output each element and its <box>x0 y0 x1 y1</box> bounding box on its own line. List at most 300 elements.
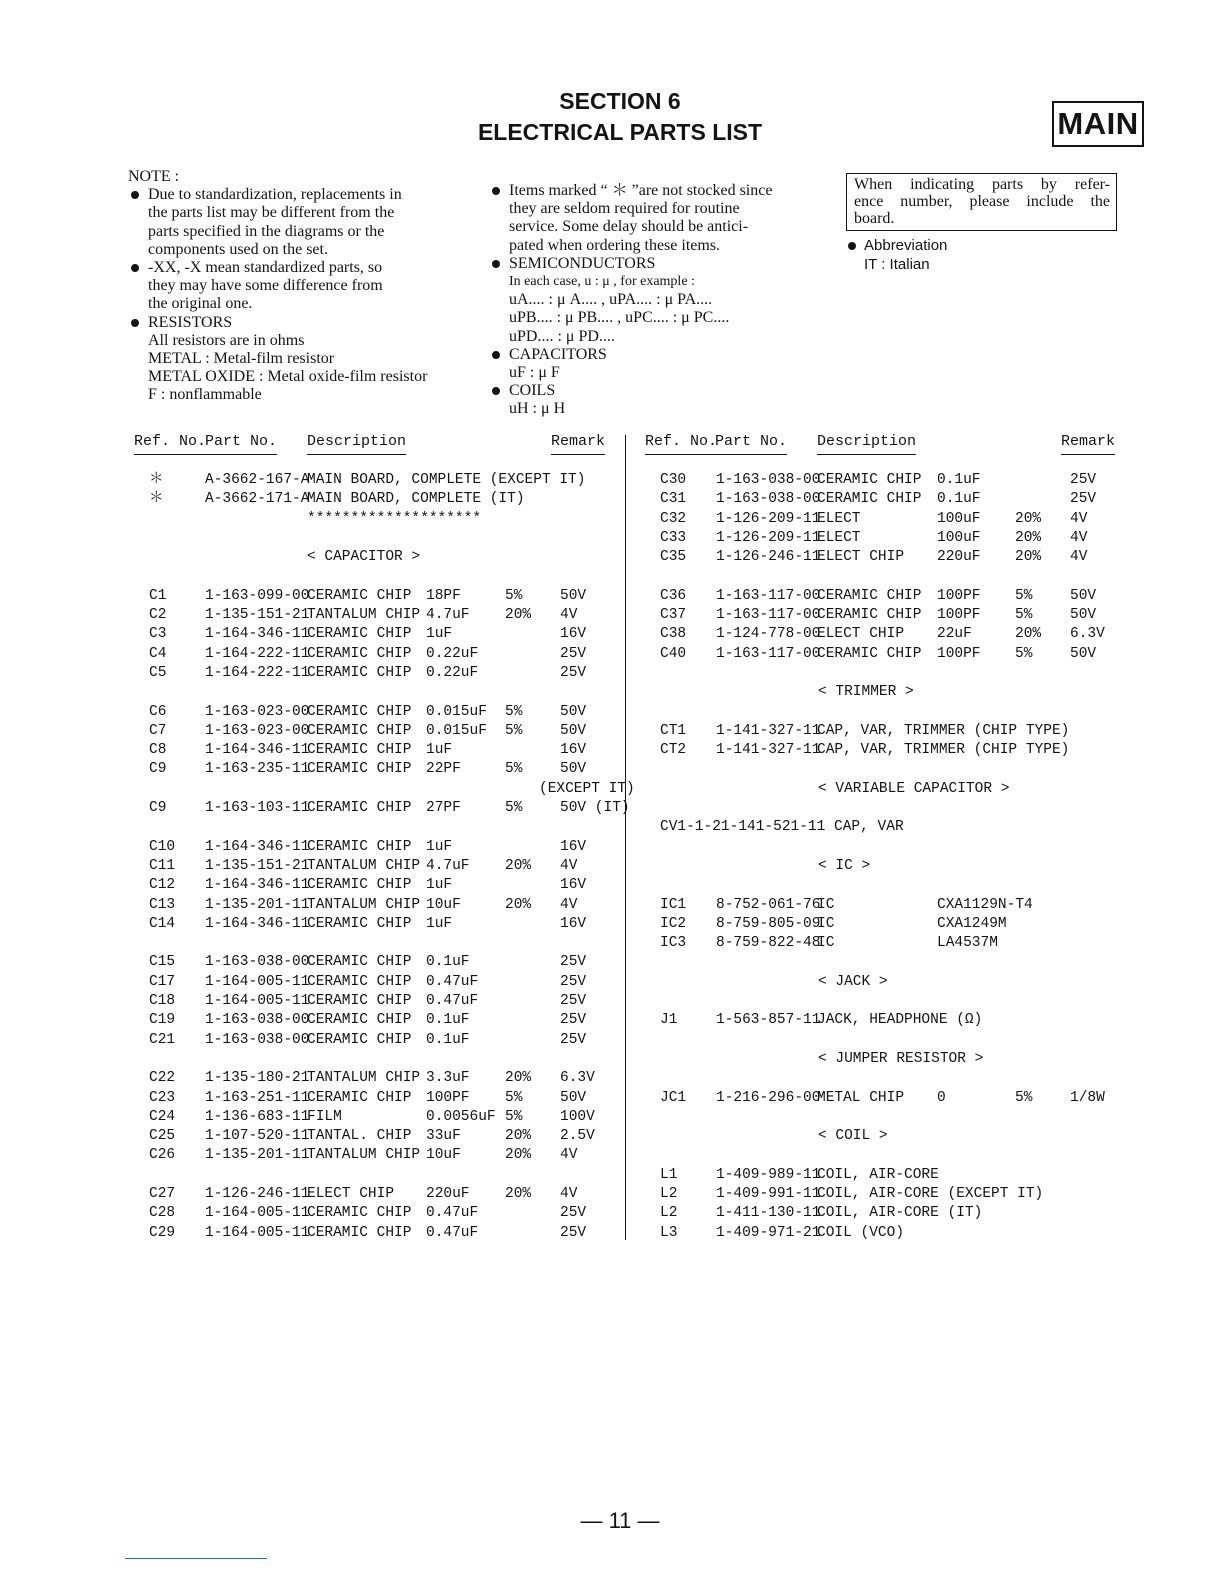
parts-row <box>134 1185 624 1204</box>
parts-row <box>645 529 1115 548</box>
parts-row <box>645 1011 1115 1030</box>
section-heading-text: < IC > <box>818 857 871 874</box>
ref-no-cell: C18 <box>149 993 176 1010</box>
spacer-row <box>645 838 1115 857</box>
parts-row <box>645 471 1115 490</box>
part-no-cell: 1-164-005-11 <box>205 1224 310 1241</box>
tolerance-cell: 5% <box>1015 645 1033 662</box>
value-cell: 4.7uF <box>426 607 470 624</box>
tolerance-cell: 5% <box>505 761 523 778</box>
part-no-cell: 1-411-130-11 <box>716 1205 821 1222</box>
rating-cell: 2.5V <box>560 1128 595 1145</box>
parts-row <box>134 896 624 915</box>
description-cell: ELECT CHIP <box>307 1185 395 1202</box>
rating-cell: 25V <box>1070 472 1097 488</box>
part-no-cell: 1-163-235-11 <box>205 761 310 778</box>
ref-no-cell: C3 <box>149 626 167 643</box>
spacer-row <box>134 818 624 837</box>
notes-column-2 <box>489 182 801 419</box>
note-line: they are seldom required for routine <box>509 200 740 218</box>
value-cell: 0.1uF <box>937 472 981 488</box>
tolerance-cell: 5% <box>505 722 523 739</box>
parts-row <box>645 1185 1115 1204</box>
parts-row <box>134 471 624 490</box>
value-cell: 10uF <box>426 896 461 913</box>
value-cell: 0.1uF <box>426 954 470 971</box>
parts-row <box>134 838 624 857</box>
value-cell: CXA1249M <box>937 915 1007 932</box>
part-no-cell: 8-752-061-76 <box>716 896 821 913</box>
ref-no-cell: IC2 <box>660 915 687 932</box>
rating-cell: 50V <box>560 587 587 604</box>
part-no-cell: 1-164-005-11 <box>205 993 310 1010</box>
header-ref-no: Ref. No. <box>645 432 717 455</box>
value-cell: 0.22uF <box>426 645 479 662</box>
parts-row <box>134 606 624 625</box>
value-cell: 1uF <box>426 742 453 759</box>
section-heading <box>645 857 1115 876</box>
value-cell: 4.7uF <box>426 857 470 874</box>
parts-row <box>645 587 1115 606</box>
note-bullet: COILS <box>489 382 801 400</box>
description-cell: ELECT CHIP <box>817 626 905 643</box>
description-cell: COIL, AIR-CORE <box>817 1166 939 1183</box>
description-cell: CERAMIC CHIP <box>307 838 412 855</box>
note-line: F : nonflammable <box>148 386 262 404</box>
section-heading <box>645 683 1115 702</box>
parts-row <box>134 1146 624 1165</box>
ref-no-cell: C15 <box>149 954 176 971</box>
header-ref-no: Ref. No. <box>134 432 206 455</box>
description-cell: CERAMIC CHIP <box>307 993 412 1010</box>
spacer-row <box>645 703 1115 722</box>
header-remark: Remark <box>1061 432 1115 455</box>
value-cell: CXA1129N-T4 <box>937 896 1033 913</box>
section-heading <box>645 780 1115 799</box>
tolerance-cell: 20% <box>1015 549 1042 566</box>
ref-no-cell: C19 <box>149 1012 176 1029</box>
rating-cell: 4V <box>560 1185 578 1202</box>
value-cell: 220uF <box>426 1185 470 1202</box>
parts-row <box>645 548 1115 567</box>
spacer-row <box>645 664 1115 683</box>
description-cell: METAL CHIP <box>817 1089 905 1106</box>
part-no-cell: 1-563-857-11 <box>716 1012 821 1029</box>
spacer-row <box>645 1031 1115 1050</box>
tolerance-cell: 20% <box>505 1147 532 1164</box>
part-no-cell: 1-164-346-11 <box>205 626 310 643</box>
value-cell: 100uF <box>937 510 981 527</box>
parts-row <box>134 664 624 683</box>
description-cell: CAP, VAR, TRIMMER (CHIP TYPE) <box>817 722 1070 739</box>
ref-no-cell: C17 <box>149 973 176 990</box>
ref-no-cell: C36 <box>660 587 687 604</box>
ref-no-cell: C13 <box>149 896 176 913</box>
box-line: board. <box>854 210 895 227</box>
parts-row <box>134 703 624 722</box>
value-cell: 1uF <box>426 915 453 932</box>
description-cell: CERAMIC CHIP <box>307 1012 412 1029</box>
tolerance-cell: 5% <box>505 1089 523 1106</box>
value-cell: 0.1uF <box>426 1012 470 1029</box>
value-cell: 0.47uF <box>426 973 479 990</box>
rating-cell: 16V <box>560 742 587 759</box>
ref-no-cell: L2 <box>660 1205 678 1222</box>
parts-row <box>134 1224 624 1243</box>
part-no-cell: 8-759-805-09 <box>716 915 821 932</box>
ref-no-cell: C32 <box>660 510 687 527</box>
right-parts-list <box>645 471 1115 1243</box>
parts-row <box>134 510 624 529</box>
ref-no-cell: C21 <box>149 1031 176 1048</box>
abbreviation-note <box>846 236 1096 274</box>
parts-row <box>134 1089 624 1108</box>
part-no-cell: 1-135-151-21 <box>205 857 310 874</box>
parts-row <box>134 645 624 664</box>
description-cell: CERAMIC CHIP <box>307 973 412 990</box>
part-no-cell: 1-135-201-11 <box>205 1147 310 1164</box>
value-cell: 0.47uF <box>426 1205 479 1222</box>
parts-row <box>645 818 1115 837</box>
description-cell: ELECT <box>817 529 861 546</box>
section-heading <box>134 548 624 567</box>
section-heading-text: < CAPACITOR > <box>307 549 421 566</box>
note-line: uPD.... : μ PD.... <box>509 327 615 345</box>
parts-row <box>134 1204 624 1223</box>
note-line: components used on the set. <box>148 240 328 258</box>
value-cell: 0.0056uF <box>426 1108 496 1125</box>
spacer-row <box>134 683 624 702</box>
section-heading <box>645 1050 1115 1069</box>
part-no-cell: 8-759-822-48 <box>716 935 821 952</box>
description-cell: CERAMIC CHIP <box>307 703 412 720</box>
description-cell: CERAMIC CHIP <box>307 664 412 681</box>
note-line: All resistors are in ohms <box>148 331 305 349</box>
description-cell: CERAMIC CHIP <box>307 645 412 662</box>
tolerance-cell: 20% <box>1015 529 1042 546</box>
note-bullet: SEMICONDUCTORS <box>489 255 801 273</box>
parts-row <box>645 1204 1115 1223</box>
part-no-cell: 1-164-346-11 <box>205 838 310 855</box>
value-cell: 0 <box>937 1089 946 1106</box>
part-no-cell: 1-163-103-11 <box>205 800 310 817</box>
tolerance-cell: 5% <box>505 587 523 604</box>
value-cell: 3.3uF <box>426 1070 470 1087</box>
description-cell: IC <box>817 896 835 913</box>
value-cell: 100PF <box>937 645 981 662</box>
section-heading-text: < TRIMMER > <box>818 684 914 701</box>
parts-row <box>134 625 624 644</box>
section-heading <box>645 973 1115 992</box>
spacer-row <box>645 1108 1115 1127</box>
part-no-cell: 1-126-209-11 <box>716 529 821 546</box>
part-no-cell: 1-216-296-00 <box>716 1089 821 1106</box>
page-number: — 11 — <box>580 1508 660 1533</box>
spacer-row <box>645 992 1115 1011</box>
page-title <box>400 86 840 148</box>
parts-row <box>134 741 624 760</box>
parts-row <box>645 645 1115 664</box>
part-no-cell: 1-163-117-00 <box>716 645 821 662</box>
parts-row <box>134 1127 624 1146</box>
description-cell: CERAMIC CHIP <box>817 587 922 604</box>
tolerance-cell: 20% <box>505 607 532 624</box>
bottom-rule <box>125 1558 267 1559</box>
parts-row <box>645 934 1115 953</box>
description-cell: ELECT <box>817 510 861 527</box>
ref-no-cell: C10 <box>149 838 176 855</box>
spacer-row <box>134 567 624 586</box>
rating-cell: 50V <box>560 1089 587 1106</box>
description-cell: TANTALUM CHIP <box>307 1070 421 1087</box>
ref-no-cell: C25 <box>149 1128 176 1145</box>
part-no-cell: 1-164-005-11 <box>205 973 310 990</box>
part-no-cell: 1-163-038-00 <box>716 472 821 488</box>
tolerance-cell: 20% <box>505 896 532 913</box>
description-cell: CERAMIC CHIP <box>817 645 922 662</box>
parts-row <box>134 953 624 972</box>
parts-row <box>134 1069 624 1088</box>
parts-row <box>134 799 630 818</box>
description-cell: MAIN BOARD, COMPLETE (IT) <box>307 491 525 508</box>
note-line: In each case, u : μ , for example : <box>509 274 695 290</box>
section-label: SECTION 6 <box>559 88 681 114</box>
part-no-cell: 1-126-246-11 <box>716 549 821 566</box>
ref-no-cell: C14 <box>149 915 176 932</box>
spacer-row <box>645 1069 1115 1088</box>
value-cell: 100PF <box>937 587 981 604</box>
note-line: parts specified in the diagrams or the <box>148 222 385 240</box>
note-line: service. Some delay should be antici- <box>509 218 749 236</box>
rating-cell: 4V <box>560 896 578 913</box>
description-cell: CERAMIC CHIP <box>307 587 412 604</box>
parts-row <box>134 876 624 895</box>
section-heading-text: < VARIABLE CAPACITOR > <box>818 780 1010 797</box>
note-bullet: Items marked “ ＊ ”are not stocked since <box>489 182 801 200</box>
header-part-no: Part No. <box>715 432 787 455</box>
rating-cell: 25V <box>560 1205 587 1222</box>
description-cell: CERAMIC CHIP <box>817 472 922 488</box>
value-cell: 1uF <box>426 626 453 643</box>
parts-row <box>645 896 1115 915</box>
note-line: the original one. <box>148 295 253 313</box>
tolerance-cell: 5% <box>1015 1089 1033 1106</box>
part-no-cell: 1-135-201-11 <box>205 896 310 913</box>
board-badge: MAIN <box>1052 101 1144 147</box>
ref-no-cell: C37 <box>660 607 687 624</box>
part-no-cell: 1-141-327-11 <box>716 742 821 759</box>
rating-cell: 16V <box>560 915 587 932</box>
ref-no-cell: C1 <box>149 587 167 604</box>
box-line: When indicating parts by refer- <box>854 176 1110 193</box>
note-line: uH : μ H <box>509 400 566 418</box>
header-part-no: Part No. <box>205 432 277 455</box>
tolerance-cell: 5% <box>1015 587 1033 604</box>
abbreviation-it: IT : Italian <box>864 256 930 273</box>
ref-no-cell: C11 <box>149 857 176 874</box>
rating-cell: 4V <box>1070 510 1088 527</box>
note-line: they may have some difference from <box>148 277 383 295</box>
parts-row <box>645 625 1115 644</box>
description-cell: TANTALUM CHIP <box>307 607 421 624</box>
note-line: uA.... : μ A.... , uPA.... : μ PA.... <box>509 291 713 309</box>
description-cell: CERAMIC CHIP <box>817 491 922 508</box>
ref-no-cell: C22 <box>149 1070 176 1087</box>
part-no-cell: 1-136-683-11 <box>205 1108 310 1125</box>
ref-no-cell: C35 <box>660 549 687 566</box>
value-cell: 220uF <box>937 549 981 566</box>
ref-no-cell: CT2 <box>660 742 687 759</box>
ref-no-cell: C24 <box>149 1108 176 1125</box>
value-cell: 1uF <box>426 838 453 855</box>
parts-row <box>134 1031 624 1050</box>
parts-row <box>134 857 624 876</box>
rating-cell: 4V <box>1070 549 1088 566</box>
ref-no-cell: C9 <box>149 800 167 817</box>
tolerance-cell: 5% <box>505 1108 523 1125</box>
ref-no-cell: C30 <box>660 472 687 488</box>
description-cell: TANTALUM CHIP <box>307 857 421 874</box>
tolerance-cell: 5% <box>505 703 523 720</box>
ref-no-cell: C33 <box>660 529 687 546</box>
left-parts-list <box>134 471 635 1243</box>
section-heading <box>645 1127 1115 1146</box>
ref-no-cell: C7 <box>149 722 167 739</box>
note-line: uF : μ F <box>509 364 560 382</box>
spacer-row <box>134 529 624 548</box>
rating-cell: 25V <box>560 664 587 681</box>
part-no-cell: 1-141-327-11 <box>716 722 821 739</box>
ref-no-cell: C38 <box>660 626 687 643</box>
ref-no-cell: IC1 <box>660 896 687 913</box>
description-cell: CERAMIC CHIP <box>307 722 412 739</box>
value-cell: 22PF <box>426 761 461 778</box>
part-no-cell: 1-163-038-00 <box>205 1031 310 1048</box>
tolerance-cell: 20% <box>505 1128 532 1145</box>
value-cell: 10uF <box>426 1147 461 1164</box>
part-no-cell: A-3662-167-A <box>205 472 310 488</box>
description-cell: CAP, VAR, TRIMMER (CHIP TYPE) <box>817 742 1070 759</box>
tolerance-cell: 20% <box>505 857 532 874</box>
part-no-cell: 1-163-038-00 <box>205 954 310 971</box>
ref-no-cell: JC1 <box>660 1089 687 1106</box>
ref-no-cell: C27 <box>149 1185 176 1202</box>
rating-cell: 4V <box>560 857 578 874</box>
description-cell: CERAMIC CHIP <box>307 1205 412 1222</box>
parts-row <box>645 510 1115 529</box>
abbreviation-label: Abbreviation <box>846 236 1096 255</box>
note-bullet: Due to standardization, replacements in <box>128 186 438 204</box>
rating-cell: 50V <box>560 703 587 720</box>
part-no-cell: 1-163-251-11 <box>205 1089 310 1106</box>
value-cell: 1uF <box>426 877 453 894</box>
note-line: pated when ordering these items. <box>509 236 721 254</box>
ref-no-cell: CT1 <box>660 722 687 739</box>
description-cell: CERAMIC CHIP <box>307 1224 412 1241</box>
value-cell: 0.22uF <box>426 664 479 681</box>
value-cell: 0.47uF <box>426 993 479 1010</box>
part-no-cell: 1-163-099-00 <box>205 587 310 604</box>
rating-cell: 1/8W <box>1070 1089 1105 1106</box>
part-no-cell: A-3662-171-A <box>205 491 310 508</box>
rating-cell: 16V <box>560 877 587 894</box>
header-remark: Remark <box>551 432 605 455</box>
ref-no-cell: C26 <box>149 1147 176 1164</box>
value-cell: 0.015uF <box>426 722 487 739</box>
spacer-row <box>645 876 1115 895</box>
note-line: the parts list may be different from the <box>148 204 395 222</box>
value-cell: 0.1uF <box>426 1031 470 1048</box>
rating-cell: 100V <box>560 1108 595 1125</box>
part-no-cell: 1-163-023-00 <box>205 722 310 739</box>
header-description: Description <box>307 432 406 455</box>
parts-row <box>645 1224 1115 1243</box>
parts-row <box>645 1166 1115 1185</box>
part-no-cell: 1-164-346-11 <box>205 742 310 759</box>
ref-no-cell: C5 <box>149 664 167 681</box>
rating-cell: 50V <box>560 761 587 778</box>
rating-cell: 25V <box>560 954 587 971</box>
spacer-row <box>645 799 1115 818</box>
spacer-row <box>134 1050 624 1069</box>
note-bullet: -XX, -X mean standardized parts, so <box>128 259 438 277</box>
rating-cell: 25V <box>560 973 587 990</box>
ref-no-cell: C9 <box>149 761 167 778</box>
reference-note-box <box>846 173 1117 231</box>
description-cell: CERAMIC CHIP <box>307 1089 412 1106</box>
row-text: CV1-1-21-141-521-11 CAP, VAR <box>660 819 904 836</box>
part-no-cell: 1-164-346-11 <box>205 915 310 932</box>
description-cell: TANTALUM CHIP <box>307 1147 421 1164</box>
part-no-cell: 1-126-209-11 <box>716 510 821 527</box>
parts-row <box>645 606 1115 625</box>
spacer-row <box>134 1166 624 1185</box>
ref-no-cell: C31 <box>660 491 687 508</box>
rating-cell: 50V <box>1070 607 1097 624</box>
parts-row <box>134 1011 624 1030</box>
rating-cell: 25V <box>560 1012 587 1029</box>
description-cell: COIL (VCO) <box>817 1224 905 1241</box>
spacer-row <box>134 934 624 953</box>
rating-cell: 25V <box>560 645 587 662</box>
part-no-cell: 1-126-246-11 <box>205 1185 310 1202</box>
part-no-cell: 1-135-151-21 <box>205 607 310 624</box>
description-cell: TANTALUM CHIP <box>307 896 421 913</box>
description-cell: TANTAL. CHIP <box>307 1128 412 1145</box>
ref-no-cell: IC3 <box>660 935 687 952</box>
parts-row <box>134 1108 624 1127</box>
rating-cell: 16V <box>560 838 587 855</box>
tolerance-cell: 20% <box>505 1070 532 1087</box>
description-cell: CERAMIC CHIP <box>307 954 412 971</box>
ref-no-cell: L2 <box>660 1185 678 1202</box>
description-cell: CERAMIC CHIP <box>307 877 412 894</box>
tolerance-cell: 20% <box>505 1185 532 1202</box>
spacer-row <box>645 760 1115 779</box>
note-label: NOTE : <box>128 168 180 185</box>
column-divider <box>625 435 626 1240</box>
ref-no-cell: ＊ <box>149 491 164 508</box>
parts-row <box>645 741 1115 760</box>
parts-row <box>134 722 624 741</box>
description-cell: ******************** <box>307 510 482 527</box>
description-cell: CERAMIC CHIP <box>307 800 412 817</box>
parts-row <box>645 722 1115 741</box>
rating-cell: 6.3V <box>560 1070 595 1087</box>
parts-row <box>134 992 624 1011</box>
description-cell: CERAMIC CHIP <box>307 761 412 778</box>
box-line: ence number, please include the <box>854 193 1110 210</box>
